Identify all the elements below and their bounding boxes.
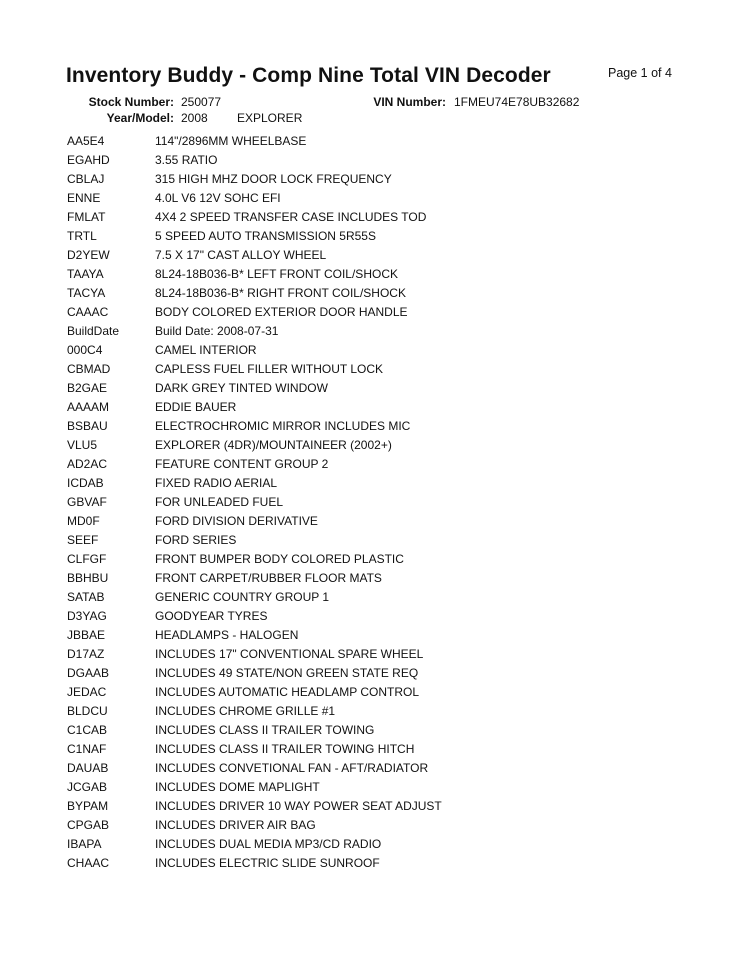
option-row [67, 663, 707, 682]
option-code: FMLAT [67, 209, 106, 224]
option-description: INCLUDES 49 STATE/NON GREEN STATE REQ [155, 665, 419, 680]
option-row [67, 777, 707, 796]
option-row [67, 131, 707, 150]
option-code: B2GAE [67, 380, 108, 395]
vin-number-value: 1FMEU74E78UB32682 [454, 95, 580, 109]
option-row [67, 796, 707, 815]
option-description: EXPLORER (4DR)/MOUNTAINEER (2002+) [155, 437, 392, 452]
option-code: EGAHD [67, 152, 110, 167]
option-row [67, 682, 707, 701]
option-code: AD2AC [67, 456, 108, 471]
option-row [67, 283, 707, 302]
option-description: 3.55 RATIO [155, 152, 218, 167]
option-code: IBAPA [67, 836, 102, 851]
option-row [67, 264, 707, 283]
option-code: BuildDate [67, 323, 120, 338]
option-code: C1CAB [67, 722, 108, 737]
option-code: ICDAB [67, 475, 104, 490]
option-row [67, 416, 707, 435]
option-description: 8L24-18B036-B* LEFT FRONT COIL/SHOCK [155, 266, 398, 281]
option-description: DARK GREY TINTED WINDOW [155, 380, 328, 395]
option-row [67, 321, 707, 340]
option-description: CAMEL INTERIOR [155, 342, 257, 357]
option-row [67, 302, 707, 321]
option-code: SEEF [67, 532, 99, 547]
option-row [67, 720, 707, 739]
option-row [67, 549, 707, 568]
option-code: CBMAD [67, 361, 111, 376]
page-title: Inventory Buddy - Comp Nine Total VIN Decoder [66, 64, 551, 87]
option-code: CHAAC [67, 855, 110, 870]
option-description: INCLUDES CHROME GRILLE #1 [155, 703, 336, 718]
option-code: 000C4 [67, 342, 103, 357]
option-row [67, 492, 707, 511]
option-code: DGAAB [67, 665, 110, 680]
option-code: BLDCU [67, 703, 108, 718]
option-description: FIXED RADIO AERIAL [155, 475, 278, 490]
option-code: VLU5 [67, 437, 98, 452]
option-code: CPGAB [67, 817, 110, 832]
option-row [67, 606, 707, 625]
option-description: 5 SPEED AUTO TRANSMISSION 5R55S [155, 228, 376, 243]
option-description: INCLUDES DUAL MEDIA MP3/CD RADIO [155, 836, 382, 851]
option-code: MD0F [67, 513, 100, 528]
option-row [67, 739, 707, 758]
option-row [67, 473, 707, 492]
stock-number-value: 250077 [181, 95, 222, 109]
option-description: 8L24-18B036-B* RIGHT FRONT COIL/SHOCK [155, 285, 406, 300]
option-description: CAPLESS FUEL FILLER WITHOUT LOCK [155, 361, 384, 376]
option-code: DAUAB [67, 760, 109, 775]
option-row [67, 625, 707, 644]
option-code: ENNE [67, 190, 101, 205]
vin-number-label: VIN Number: [373, 95, 446, 109]
option-description: 114"/2896MM WHEELBASE [155, 133, 307, 148]
option-row [67, 644, 707, 663]
model-value: EXPLORER [237, 111, 303, 125]
option-row [67, 454, 707, 473]
option-code: TAAYA [67, 266, 104, 281]
option-row [67, 188, 707, 207]
year-model-label: Year/Model: [106, 111, 174, 125]
option-code: D2YEW [67, 247, 110, 262]
option-row [67, 815, 707, 834]
option-code: JCGAB [67, 779, 108, 794]
option-code: D3YAG [67, 608, 107, 623]
option-description: INCLUDES ELECTRIC SLIDE SUNROOF [155, 855, 380, 870]
option-description: 7.5 X 17" CAST ALLOY WHEEL [155, 247, 327, 262]
option-row [67, 758, 707, 777]
option-description: INCLUDES DRIVER 10 WAY POWER SEAT ADJUST [155, 798, 442, 813]
option-description: INCLUDES 17" CONVENTIONAL SPARE WHEEL [155, 646, 424, 661]
option-description: HEADLAMPS - HALOGEN [155, 627, 299, 642]
option-row [67, 245, 707, 264]
page-number: Page 1 of 4 [608, 66, 672, 80]
option-description: GENERIC COUNTRY GROUP 1 [155, 589, 330, 604]
option-description: FEATURE CONTENT GROUP 2 [155, 456, 329, 471]
option-description: INCLUDES CLASS II TRAILER TOWING [155, 722, 375, 737]
option-row [67, 207, 707, 226]
option-description: 315 HIGH MHZ DOOR LOCK FREQUENCY [155, 171, 392, 186]
option-description: FORD SERIES [155, 532, 237, 547]
option-row [67, 397, 707, 416]
stock-number-label: Stock Number: [88, 95, 174, 109]
option-row [67, 340, 707, 359]
option-row [67, 701, 707, 720]
option-code: BYPAM [67, 798, 109, 813]
option-row [67, 834, 707, 853]
option-row [67, 853, 707, 872]
option-code: CAAAC [67, 304, 109, 319]
option-description: FRONT CARPET/RUBBER FLOOR MATS [155, 570, 382, 585]
option-code: JEDAC [67, 684, 107, 699]
option-code: SATAB [67, 589, 105, 604]
option-description: INCLUDES DOME MAPLIGHT [155, 779, 320, 794]
option-description: INCLUDES CONVETIONAL FAN - AFT/RADIATOR [155, 760, 429, 775]
option-row [67, 568, 707, 587]
option-row [67, 435, 707, 454]
option-code: AA5E4 [67, 133, 105, 148]
option-code: BSBAU [67, 418, 108, 433]
option-description: INCLUDES DRIVER AIR BAG [155, 817, 316, 832]
option-code: C1NAF [67, 741, 107, 756]
option-row [67, 530, 707, 549]
option-description: ELECTROCHROMIC MIRROR INCLUDES MIC [155, 418, 411, 433]
option-code: TRTL [67, 228, 97, 243]
option-description: INCLUDES AUTOMATIC HEADLAMP CONTROL [155, 684, 420, 699]
option-row [67, 226, 707, 245]
option-description: GOODYEAR TYRES [155, 608, 268, 623]
option-row [67, 150, 707, 169]
option-code: TACYA [67, 285, 106, 300]
option-description: 4X4 2 SPEED TRANSFER CASE INCLUDES TOD [155, 209, 427, 224]
option-code: D17AZ [67, 646, 105, 661]
option-description: Build Date: 2008-07-31 [155, 323, 279, 338]
option-row [67, 511, 707, 530]
option-description: FOR UNLEADED FUEL [155, 494, 284, 509]
option-code: CBLAJ [67, 171, 105, 186]
option-row [67, 587, 707, 606]
option-code: AAAAM [67, 399, 110, 414]
option-code: CLFGF [67, 551, 107, 566]
option-row [67, 169, 707, 188]
option-description: INCLUDES CLASS II TRAILER TOWING HITCH [155, 741, 415, 756]
option-description: BODY COLORED EXTERIOR DOOR HANDLE [155, 304, 408, 319]
option-code: JBBAE [67, 627, 106, 642]
option-description: FORD DIVISION DERIVATIVE [155, 513, 318, 528]
option-code-list [67, 131, 707, 872]
option-code: GBVAF [67, 494, 107, 509]
year-value: 2008 [181, 111, 208, 125]
option-description: 4.0L V6 12V SOHC EFI [155, 190, 281, 205]
option-description: EDDIE BAUER [155, 399, 237, 414]
option-row [67, 359, 707, 378]
option-code: BBHBU [67, 570, 109, 585]
option-row [67, 378, 707, 397]
option-description: FRONT BUMPER BODY COLORED PLASTIC [155, 551, 404, 566]
